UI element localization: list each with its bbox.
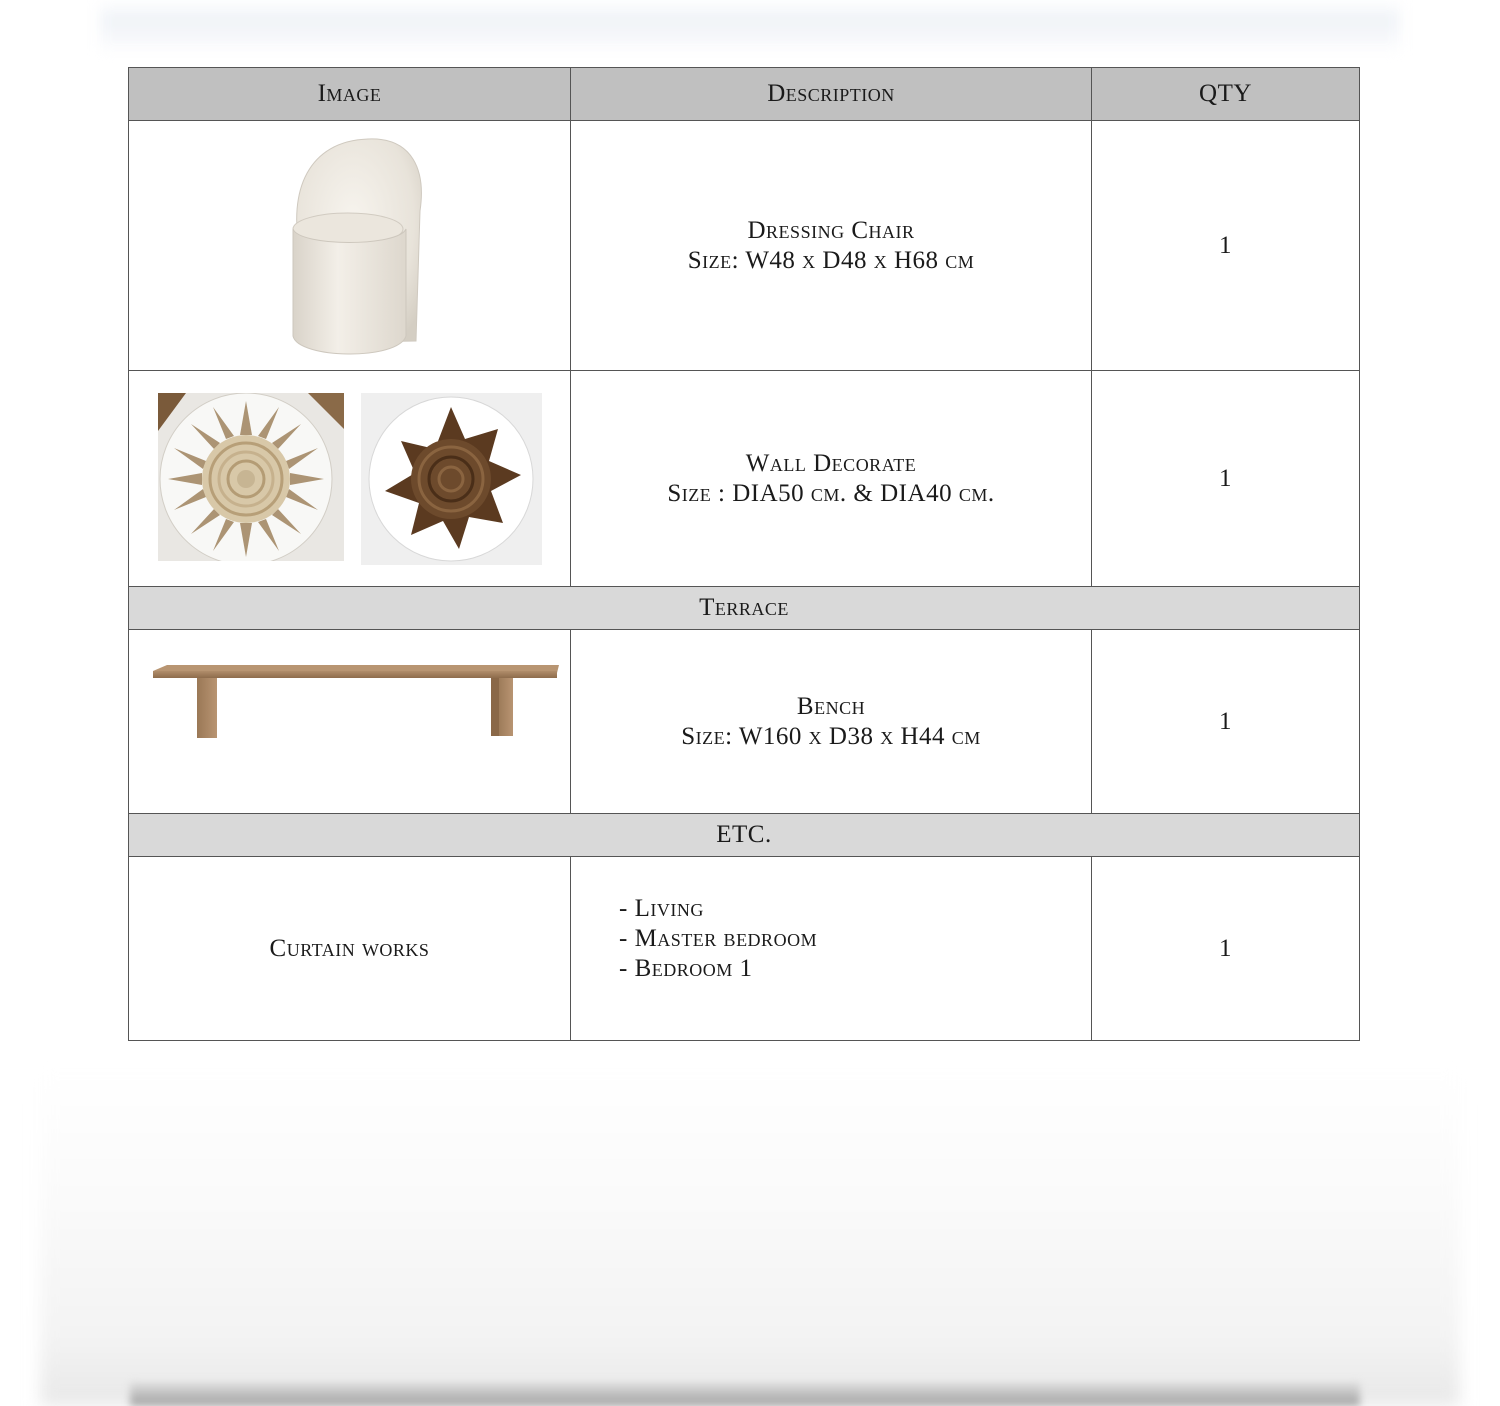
blurred-bottom-edge: [130, 1382, 1360, 1406]
item-size: Size: W160 x D38 x H44 cm: [681, 722, 981, 750]
furniture-spec-table: [128, 67, 1360, 1041]
header-qty: QTY: [1092, 68, 1360, 121]
table-row: [129, 857, 1360, 1041]
list-item: - Bedroom 1: [619, 954, 753, 982]
wall-decorate-description: [571, 371, 1092, 587]
section-title-terrace: Terrace: [129, 587, 1360, 630]
item-qty: 1: [1092, 121, 1360, 371]
section-row-terrace: [129, 587, 1360, 630]
item-qty: 1: [1092, 630, 1360, 814]
item-title: Dressing Chair: [747, 216, 915, 244]
section-title-etc: ETC.: [129, 814, 1360, 857]
item-size: Size : DIA50 cm. & DIA40 cm.: [667, 479, 995, 507]
blurred-bottom-background: [40, 1070, 1460, 1406]
header-description: Description: [571, 68, 1092, 121]
bench-image: [151, 665, 561, 745]
table-row: [129, 371, 1360, 587]
section-row-etc: [129, 814, 1360, 857]
curtain-rooms-cell: [571, 857, 1092, 1041]
item-size: Size: W48 x D48 x H68 cm: [687, 246, 975, 274]
bench-image-cell: [129, 630, 571, 814]
dressing-chair-image: [248, 131, 448, 361]
woven-plate-dark-image: [361, 393, 542, 565]
item-title: Wall Decorate: [745, 449, 917, 477]
header-image: Image: [129, 68, 571, 121]
item-title: Bench: [796, 692, 866, 720]
table-row: [129, 630, 1360, 814]
list-item: - Living: [619, 894, 704, 922]
curtain-works-label: Curtain works: [129, 857, 571, 1041]
item-qty: 1: [1092, 371, 1360, 587]
dressing-chair-image-cell: [129, 121, 571, 371]
blurred-top-background: [100, 0, 1400, 55]
table-row: [129, 121, 1360, 371]
woven-plate-light-image: [158, 393, 344, 561]
wall-decorate-image-cell: [129, 371, 571, 587]
table-header-row: [129, 68, 1360, 121]
bench-description: [571, 630, 1092, 814]
list-item: - Master bedroom: [619, 924, 818, 952]
dressing-chair-description: [571, 121, 1092, 371]
curtain-rooms-list: [571, 894, 1091, 984]
item-qty: 1: [1092, 857, 1360, 1041]
